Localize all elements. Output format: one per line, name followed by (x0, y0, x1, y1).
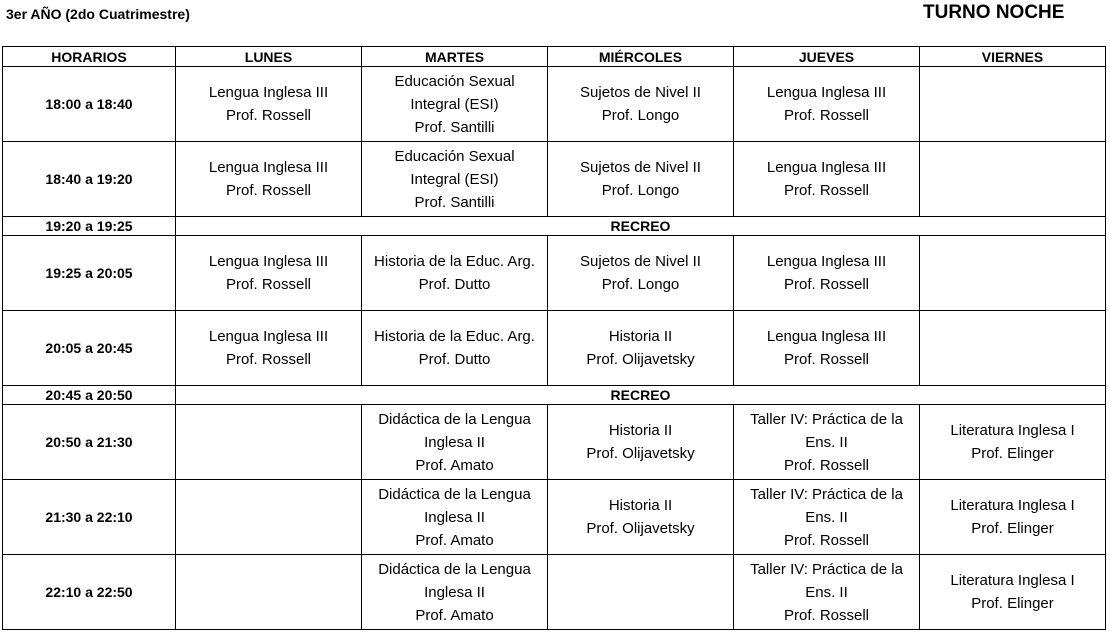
subject-name: Taller IV: Práctica de la (750, 485, 903, 503)
table-row (3, 236, 1106, 311)
professor-name: Prof. Elinger (971, 520, 1054, 537)
recess-cell: RECREO (176, 386, 1106, 405)
professor-name: Prof. Rossell (783, 456, 870, 474)
professor-name: Prof. Elinger (971, 595, 1054, 612)
professor-name: Prof. Olijavetsky (586, 445, 695, 462)
subject-name: Lengua Inglesa III (766, 328, 887, 345)
schedule-year-title: 3er AÑO (2do Cuatrimestre) (6, 6, 190, 22)
class-cell (920, 555, 1106, 630)
professor-name: Prof. Rossell (783, 107, 870, 124)
professor-name: Prof. Dutto (418, 351, 491, 368)
class-cell (362, 67, 548, 142)
subject-name: Inglesa II (424, 583, 485, 601)
recess-cell: RECREO (176, 217, 1106, 236)
professor-name: Prof. Rossell (225, 351, 312, 368)
class-cell (734, 311, 920, 386)
subject-name: Educación Sexual (394, 72, 515, 90)
class-cell (920, 236, 1106, 311)
column-header-horarios: HORARIOS (3, 47, 176, 67)
table-row (3, 311, 1106, 386)
time-slot: 22:10 a 22:50 (3, 555, 176, 630)
class-cell (734, 142, 920, 217)
class-cell (920, 67, 1106, 142)
class-cell (176, 405, 362, 480)
subject-name: Ens. II (805, 583, 848, 601)
subject-name: Didáctica de la Lengua (378, 485, 531, 503)
subject-name: Lengua Inglesa III (766, 253, 887, 270)
class-cell (734, 555, 920, 630)
time-slot: 18:40 a 19:20 (3, 142, 176, 217)
class-cell (548, 67, 734, 142)
column-header-miercoles: MIÉRCOLES (548, 47, 734, 67)
class-cell (920, 142, 1106, 217)
subject-name: Taller IV: Práctica de la (750, 560, 903, 578)
subject-name: Historia II (608, 422, 673, 439)
subject-name: Inglesa II (424, 433, 485, 451)
class-cell (176, 236, 362, 311)
class-cell (176, 555, 362, 630)
time-slot: 20:05 a 20:45 (3, 311, 176, 386)
professor-name: Prof. Rossell (225, 182, 312, 199)
subject-name: Lengua Inglesa III (766, 159, 887, 176)
subject-name: Didáctica de la Lengua (378, 560, 531, 578)
subject-name: Sujetos de Nivel II (580, 84, 701, 101)
subject-name: Historia de la Educ. Arg. (374, 328, 535, 345)
table-row (3, 67, 1106, 142)
break-row (3, 217, 1106, 236)
class-cell (176, 142, 362, 217)
class-cell (548, 405, 734, 480)
break-row (3, 386, 1106, 405)
column-header-viernes: VIERNES (920, 47, 1106, 67)
subject-name: Literatura Inglesa I (950, 572, 1075, 589)
subject-name: Historia de la Educ. Arg. (374, 253, 535, 270)
class-cell (362, 142, 548, 217)
professor-name: Prof. Longo (601, 276, 680, 293)
subject-name: Ens. II (805, 508, 848, 526)
header-row (3, 47, 1106, 67)
table-row (3, 142, 1106, 217)
class-cell (176, 67, 362, 142)
class-cell (548, 142, 734, 217)
table-row (3, 555, 1106, 630)
subject-name: Ens. II (805, 433, 848, 451)
class-cell (548, 311, 734, 386)
professor-name: Prof. Rossell (783, 606, 870, 624)
subject-name: Lengua Inglesa III (766, 84, 887, 101)
column-header-martes: MARTES (362, 47, 548, 67)
subject-name: Lengua Inglesa III (208, 328, 329, 345)
class-cell (176, 480, 362, 555)
time-slot: 20:50 a 21:30 (3, 405, 176, 480)
column-header-lunes: LUNES (176, 47, 362, 67)
schedule-body (3, 67, 1106, 630)
subject-name: Educación Sexual (394, 147, 515, 165)
time-slot: 21:30 a 22:10 (3, 480, 176, 555)
subject-name: Historia II (608, 497, 673, 514)
professor-name: Prof. Rossell (783, 276, 870, 293)
professor-name: Prof. Santilli (414, 118, 495, 136)
class-cell (734, 67, 920, 142)
class-cell (920, 405, 1106, 480)
professor-name: Prof. Longo (601, 107, 680, 124)
subject-name: Integral (ESI) (410, 95, 499, 113)
table-row (3, 405, 1106, 480)
professor-name: Prof. Rossell (783, 351, 870, 368)
class-cell (920, 480, 1106, 555)
time-slot: 20:45 a 20:50 (3, 386, 176, 405)
schedule-table (2, 46, 1106, 630)
time-slot: 19:25 a 20:05 (3, 236, 176, 311)
professor-name: Prof. Rossell (783, 531, 870, 549)
professor-name: Prof. Santilli (414, 193, 495, 211)
time-slot: 18:00 a 18:40 (3, 67, 176, 142)
table-row (3, 480, 1106, 555)
class-cell (548, 555, 734, 630)
class-cell (734, 236, 920, 311)
subject-name: Literatura Inglesa I (950, 497, 1075, 514)
class-cell (920, 311, 1106, 386)
class-cell (548, 480, 734, 555)
subject-name: Historia II (608, 328, 673, 345)
class-cell (362, 311, 548, 386)
professor-name: Prof. Longo (601, 182, 680, 199)
class-cell (362, 480, 548, 555)
subject-name: Inglesa II (424, 508, 485, 526)
class-cell (362, 405, 548, 480)
professor-name: Prof. Dutto (418, 276, 491, 293)
professor-name: Prof. Rossell (225, 276, 312, 293)
subject-name: Sujetos de Nivel II (580, 159, 701, 176)
class-cell (362, 236, 548, 311)
professor-name: Prof. Amato (415, 456, 494, 474)
professor-name: Prof. Olijavetsky (586, 520, 695, 537)
professor-name: Prof. Elinger (971, 445, 1054, 462)
class-cell (362, 555, 548, 630)
class-cell (548, 236, 734, 311)
subject-name: Literatura Inglesa I (950, 422, 1075, 439)
subject-name: Lengua Inglesa III (208, 84, 329, 101)
subject-name: Integral (ESI) (410, 170, 499, 188)
column-header-jueves: JUEVES (734, 47, 920, 67)
professor-name: Prof. Olijavetsky (586, 351, 695, 368)
class-cell (734, 405, 920, 480)
professor-name: Prof. Amato (415, 531, 494, 549)
class-cell (176, 311, 362, 386)
subject-name: Taller IV: Práctica de la (750, 410, 903, 428)
class-cell (734, 480, 920, 555)
shift-title: TURNO NOCHE (923, 2, 1065, 23)
subject-name: Lengua Inglesa III (208, 253, 329, 270)
professor-name: Prof. Rossell (225, 107, 312, 124)
subject-name: Didáctica de la Lengua (378, 410, 531, 428)
professor-name: Prof. Amato (415, 606, 494, 624)
subject-name: Sujetos de Nivel II (580, 253, 701, 270)
professor-name: Prof. Rossell (783, 182, 870, 199)
time-slot: 19:20 a 19:25 (3, 217, 176, 236)
subject-name: Lengua Inglesa III (208, 159, 329, 176)
